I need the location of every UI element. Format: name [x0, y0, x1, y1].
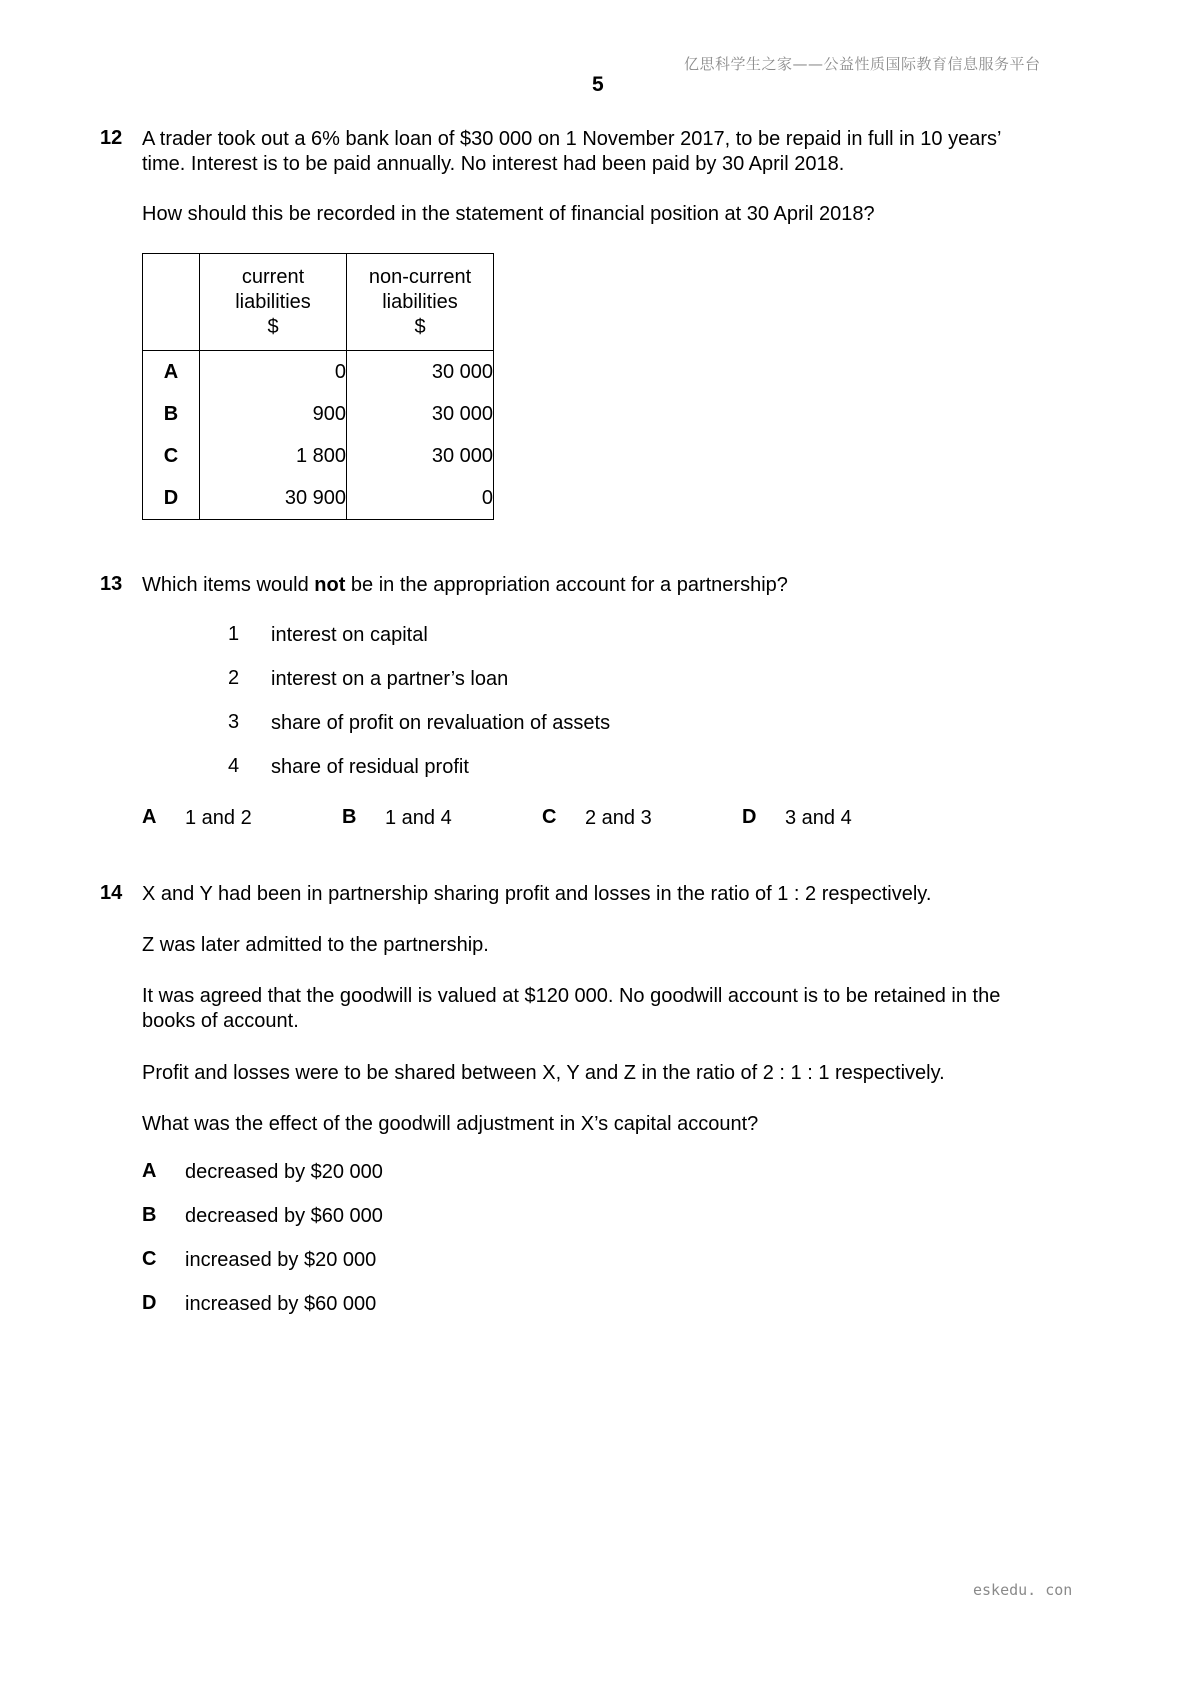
list-item-number: 2: [228, 667, 240, 689]
question-12-text-line1: A trader took out a 6% bank loan of $30 000 on 1 November 2017, to be repaid in full in 10 years’: [142, 128, 1002, 150]
option-letter: B: [142, 1204, 157, 1226]
page-number: 5: [592, 73, 604, 96]
list-item-number: 4: [228, 755, 240, 777]
option-letter: B: [143, 393, 200, 435]
non-current-liabilities-value: 30 000: [347, 351, 494, 394]
current-liabilities-value: 900: [200, 393, 347, 435]
table-row: [143, 393, 494, 435]
question-14-para1: X and Y had been in partnership sharing profit and losses in the ratio of 1 : 2 respectively.: [142, 883, 932, 905]
question-12-prompt: How should this be recorded in the statement of financial position at 30 April 2018?: [142, 203, 875, 225]
question-14-para3-line1: It was agreed that the goodwill is valued at $120 000. No goodwill account is to be retained in the: [142, 985, 1001, 1007]
question-13-text: Which items would not be in the appropriation account for a partnership?: [142, 574, 788, 596]
option-text: increased by $20 000: [185, 1249, 377, 1271]
question-14-para2: Z was later admitted to the partnership.: [142, 934, 489, 956]
option-letter: B: [342, 806, 357, 828]
question-13-number: 13: [100, 573, 123, 595]
question-14-prompt: What was the effect of the goodwill adjustment in X’s capital account?: [142, 1113, 759, 1135]
list-item: share of residual profit: [271, 756, 469, 778]
non-current-liabilities-value: 30 000: [347, 435, 494, 477]
question-12-answer-table: [142, 253, 494, 520]
list-item-number: 3: [228, 711, 240, 733]
option-text: decreased by $60 000: [185, 1205, 383, 1227]
header-watermark: 亿思科学生之家——公益性质国际教育信息服务平台: [684, 55, 1041, 73]
option-letter: D: [742, 806, 757, 828]
option-letter: C: [142, 1248, 157, 1270]
list-item: interest on a partner’s loan: [271, 668, 509, 690]
table-row: [143, 435, 494, 477]
option-letter: C: [542, 806, 557, 828]
current-liabilities-value: 30 900: [200, 477, 347, 520]
question-12-text-line2: time. Interest is to be paid annually. No interest had been paid by 30 April 2018.: [142, 153, 845, 175]
option-text: 3 and 4: [785, 807, 852, 829]
list-item: interest on capital: [271, 624, 428, 646]
list-item-number: 1: [228, 623, 240, 645]
table-row: [143, 477, 494, 520]
table-header-current-liabilities: current liabilities $: [200, 254, 347, 351]
option-letter: A: [142, 1160, 157, 1182]
option-text: increased by $60 000: [185, 1293, 377, 1315]
option-text: 1 and 4: [385, 807, 452, 829]
current-liabilities-value: 1 800: [200, 435, 347, 477]
non-current-liabilities-value: 0: [347, 477, 494, 520]
option-letter: A: [142, 806, 157, 828]
footer-watermark: eskedu. con: [973, 1581, 1073, 1599]
option-text: 2 and 3: [585, 807, 652, 829]
question-12-number: 12: [100, 127, 123, 149]
option-text: 1 and 2: [185, 807, 252, 829]
question-14-number: 14: [100, 882, 123, 904]
option-letter: D: [143, 477, 200, 520]
option-text: decreased by $20 000: [185, 1161, 383, 1183]
current-liabilities-value: 0: [200, 351, 347, 394]
table-header-blank: [143, 254, 200, 351]
non-current-liabilities-value: 30 000: [347, 393, 494, 435]
table-header-non-current-liabilities: non-current liabilities $: [347, 254, 494, 351]
question-14-para3-line2: books of account.: [142, 1010, 299, 1032]
option-letter: D: [142, 1292, 157, 1314]
option-letter: C: [143, 435, 200, 477]
table-row: [143, 351, 494, 394]
list-item: share of profit on revaluation of assets: [271, 712, 611, 734]
question-14-para4: Profit and losses were to be shared between X, Y and Z in the ratio of 2 : 1 : 1 respectively.: [142, 1062, 945, 1084]
option-letter: A: [143, 351, 200, 394]
